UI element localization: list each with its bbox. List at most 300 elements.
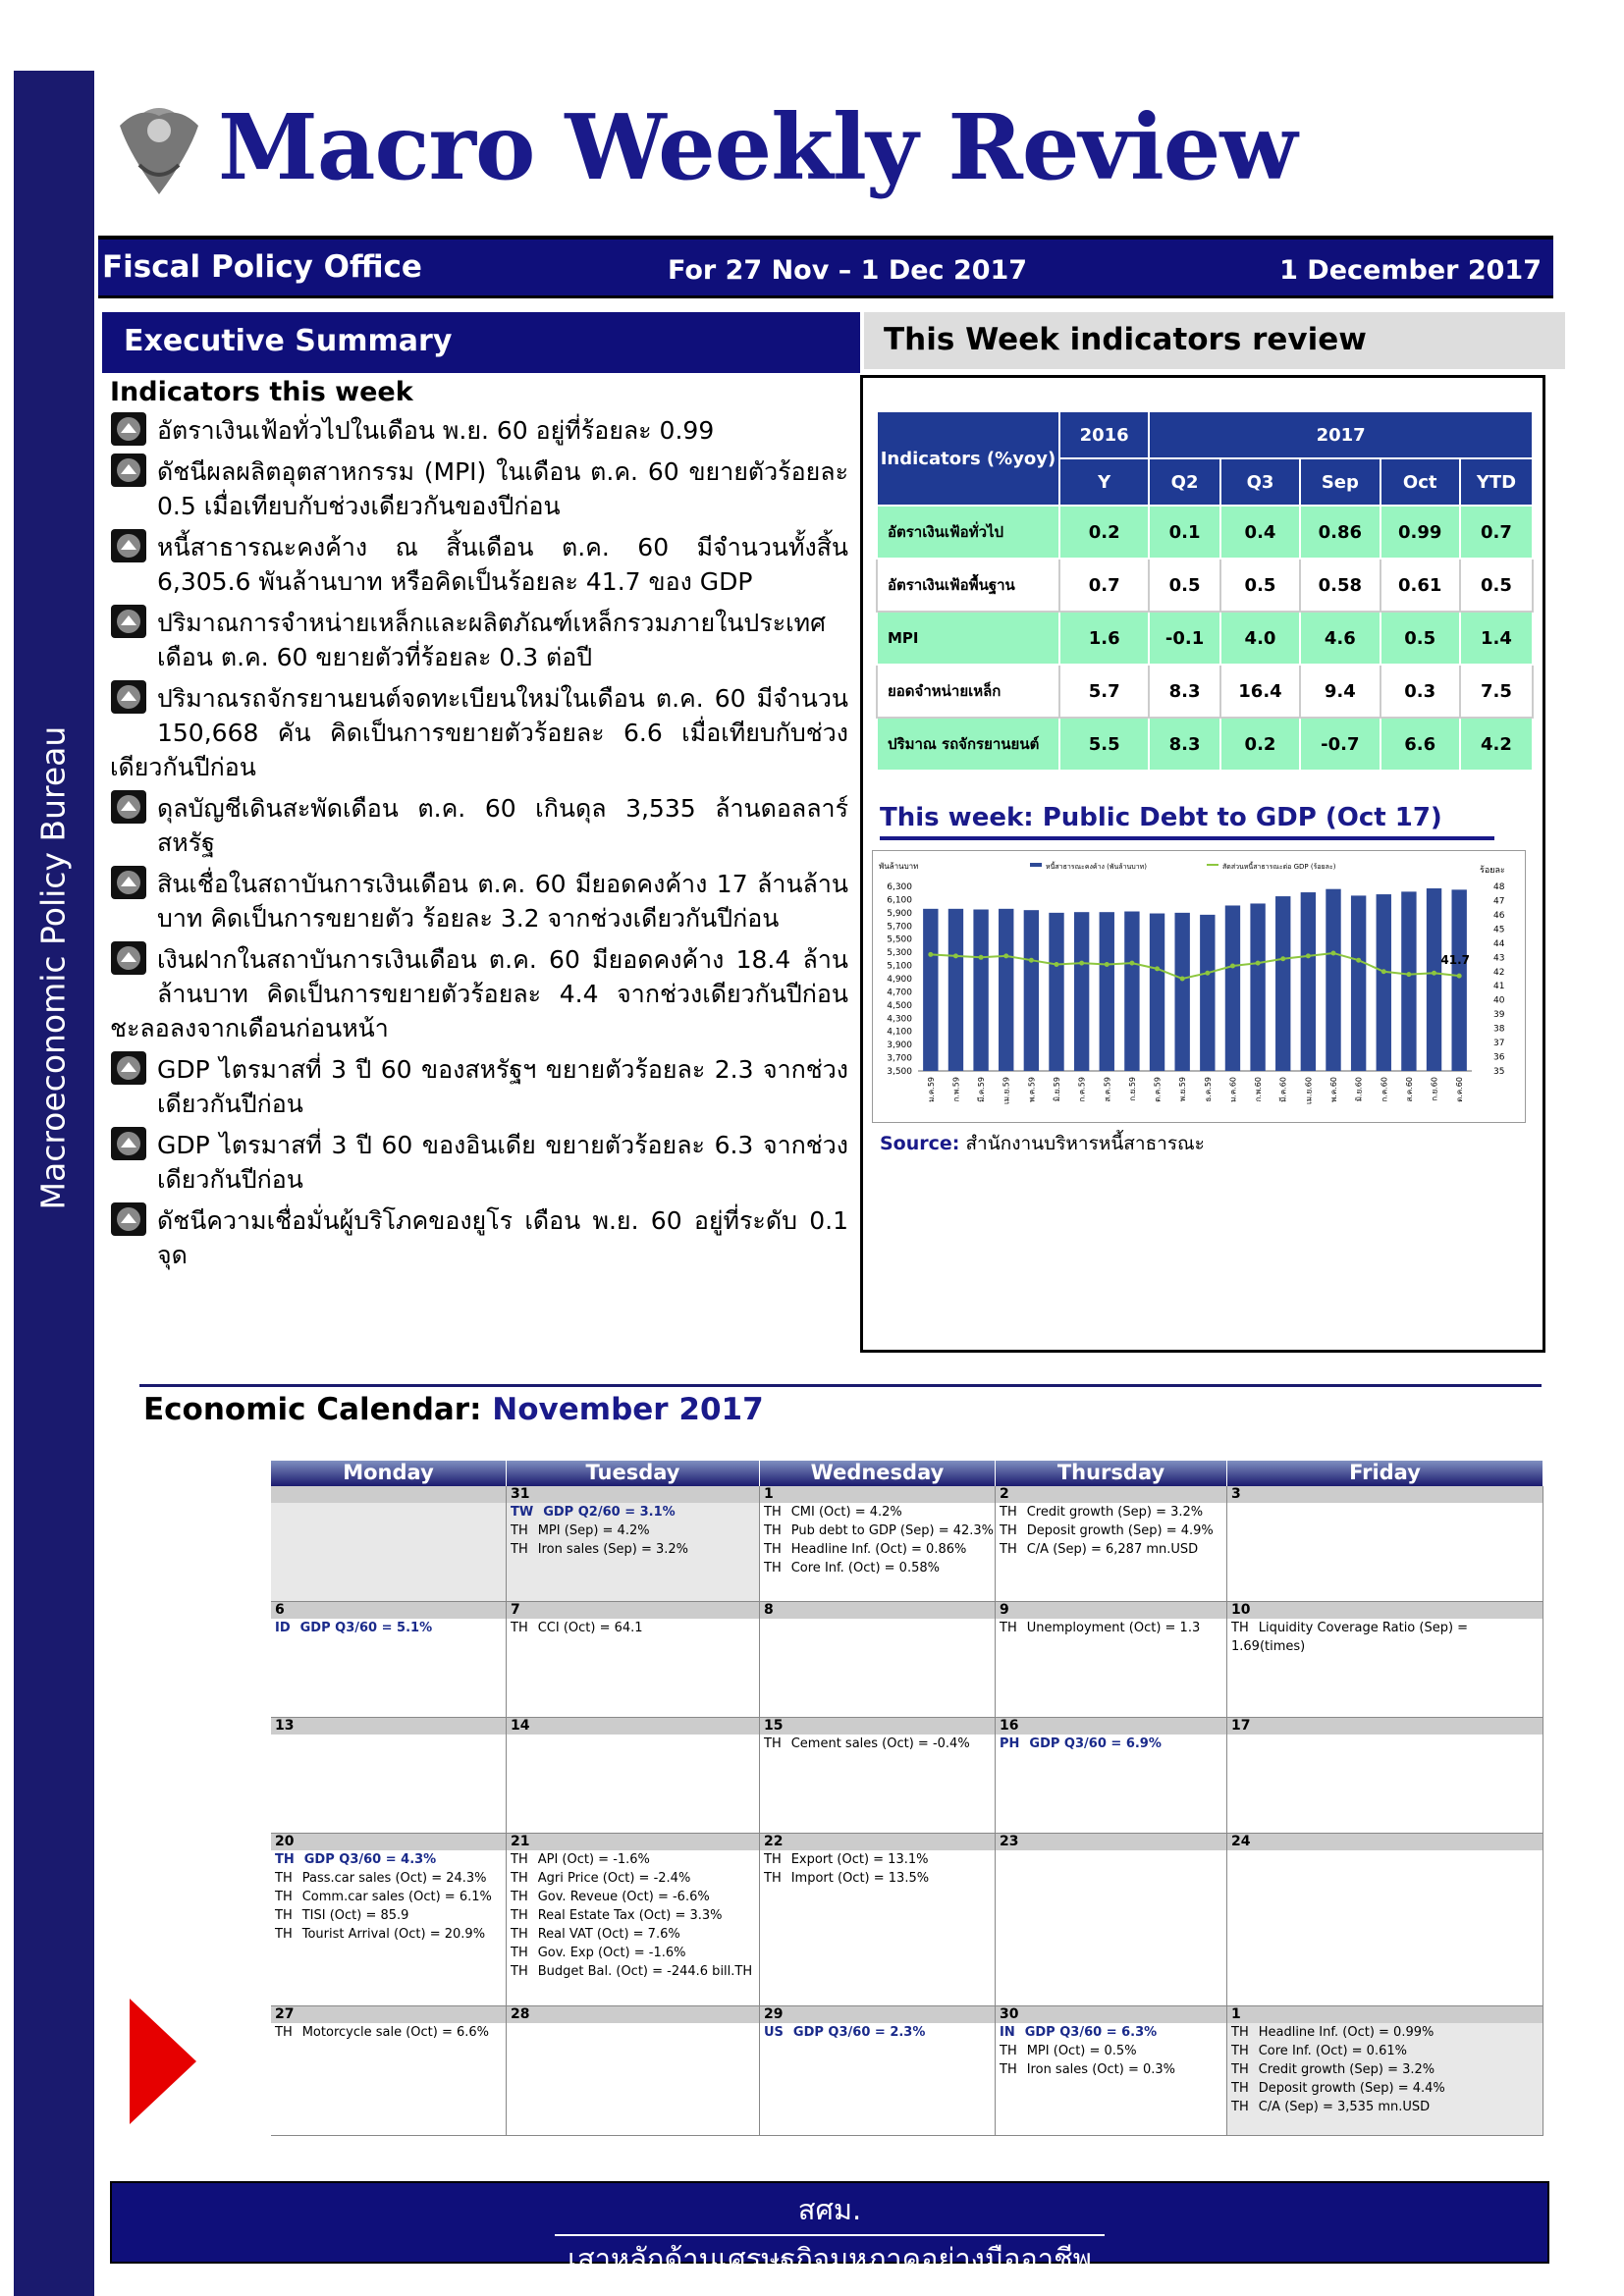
debt-chart xyxy=(872,850,1526,1123)
x-tick-label: มี.ค.59 xyxy=(977,1077,987,1102)
y-tick-label: 6,100 xyxy=(887,895,912,906)
event-text: Comm.car sales (Oct) = 6.1% xyxy=(301,1890,492,1904)
event-text: Liquidity Coverage Ratio (Sep) = 1.69(times) xyxy=(1231,1621,1469,1654)
table-col-header: Y xyxy=(1059,458,1149,506)
calendar-cell xyxy=(996,1834,1227,2005)
chart-point xyxy=(1205,971,1210,976)
table-cell: 1.6 xyxy=(1059,612,1149,665)
calendar-date: 22 xyxy=(760,1834,995,1850)
event-text: Credit growth (Sep) = 3.2% xyxy=(1258,2062,1435,2077)
sidebar-label: Macroeconomic Policy Bureau xyxy=(33,725,73,1210)
economic-calendar xyxy=(271,1461,1543,2136)
calendar-event xyxy=(1000,2023,1226,2042)
indicator-text: ดัชนีผลผลิตอุตสาหกรรม (MPI) ในเดือน ต.ค. 60 ขยายตัวร้อยละ 0.5 เมื่อเทียบกับช่วงเดียวกันของปีก่อน xyxy=(157,457,848,520)
x-tick-label: ก.ย.60 xyxy=(1430,1077,1439,1101)
x-tick-label: ต.ค.60 xyxy=(1455,1077,1465,1102)
event-text: GDP Q3/60 = 4.3% xyxy=(303,1852,437,1867)
arrow-up-icon xyxy=(110,1201,147,1237)
country-code: TH xyxy=(511,1908,528,1923)
chart-bar xyxy=(1250,903,1265,1071)
chart-bar xyxy=(1024,910,1039,1071)
calendar-event xyxy=(1000,1540,1226,1559)
indicators-table xyxy=(876,410,1534,772)
calendar-cell xyxy=(507,1834,760,2005)
country-code: TH xyxy=(764,1852,782,1867)
country-code: TH xyxy=(275,1908,293,1923)
event-text: Budget Bal. (Oct) = -244.6 bill.TH xyxy=(537,1964,753,1979)
event-text: Gov. Exp (Oct) = -1.6% xyxy=(537,1946,686,1960)
country-code: TH xyxy=(511,1871,528,1886)
source-text: สำนักงานบริหารหนี้สาธารณะ xyxy=(965,1133,1205,1154)
country-code: TH xyxy=(764,1561,782,1575)
calendar-date: 20 xyxy=(271,1834,506,1850)
x-tick-label: ธ.ค.59 xyxy=(1203,1077,1213,1102)
calendar-cell xyxy=(760,1834,996,2005)
office-name: Fiscal Policy Office xyxy=(102,249,422,285)
event-text: TISI (Oct) = 85.9 xyxy=(301,1908,409,1923)
chart-bar xyxy=(1275,896,1290,1071)
table-cell: 7.5 xyxy=(1460,665,1533,718)
x-tick-label: พ.ย.59 xyxy=(1178,1077,1188,1102)
row-label: ยอดจำหน่ายเหล็ก xyxy=(877,665,1059,718)
country-code: TH xyxy=(1231,2062,1249,2077)
y2-tick-label: 39 xyxy=(1493,1010,1505,1021)
header-bar xyxy=(98,236,1553,298)
calendar-event xyxy=(275,1850,506,1869)
calendar-date: 1 xyxy=(760,1486,995,1503)
chart-point xyxy=(1029,958,1034,963)
calendar-date xyxy=(271,1486,506,1503)
arrow-up-icon xyxy=(110,528,147,563)
arrow-up-icon xyxy=(110,604,147,639)
calendar-event xyxy=(764,1540,995,1559)
y-tick-label: 4,300 xyxy=(887,1014,912,1025)
country-code: TH xyxy=(1000,1523,1017,1538)
indicator-text: GDP ไตรมาสที่ 3 ปี 60 ของสหรัฐฯ ขยายตัวร้อยละ 2.3 จากช่วงเดียวกันปีก่อน xyxy=(157,1055,848,1118)
calendar-cell xyxy=(271,1602,507,1717)
calendar-event xyxy=(764,2023,995,2042)
country-code: TH xyxy=(511,1542,528,1557)
country-code: TH xyxy=(1000,1505,1017,1520)
country-code: TH xyxy=(511,1927,528,1942)
chart-point xyxy=(1457,974,1462,979)
calendar-week xyxy=(271,1602,1543,1718)
arrow-up-icon xyxy=(110,865,147,900)
y2-axis-label: ร้อยละ xyxy=(1480,866,1505,876)
calendar-event xyxy=(511,1522,759,1540)
table-head-2017: 2017 xyxy=(1149,411,1533,458)
y-tick-label: 5,300 xyxy=(887,948,912,959)
country-code: TH xyxy=(1231,1621,1249,1635)
indicator-text: อัตราเงินเฟ้อทั่วไปในเดือน พ.ย. 60 อยู่ที่ร้อยละ 0.99 xyxy=(157,416,715,445)
country-code: TH xyxy=(511,1621,528,1635)
event-text: API (Oct) = -1.6% xyxy=(537,1852,650,1867)
exec-summary-heading: Executive Summary xyxy=(102,312,860,373)
event-text: GDP Q3/60 = 2.3% xyxy=(792,2025,926,2040)
calendar-week xyxy=(271,1486,1543,1602)
indicator-item xyxy=(110,530,848,599)
table-cell: 0.2 xyxy=(1059,506,1149,559)
calendar-date: 13 xyxy=(271,1718,506,1735)
calendar-date: 6 xyxy=(271,1602,506,1619)
chart-bar xyxy=(1401,891,1416,1071)
y2-tick-label: 46 xyxy=(1493,910,1505,921)
country-code: TH xyxy=(511,1523,528,1538)
calendar-day-header: Monday xyxy=(271,1461,507,1486)
calendar-title-label: Economic Calendar: xyxy=(143,1392,482,1427)
indicator-item xyxy=(110,413,848,448)
calendar-event xyxy=(275,1869,506,1888)
country-code: TH xyxy=(764,1523,782,1538)
x-tick-label: ก.พ.60 xyxy=(1254,1077,1264,1102)
table-head-2016: 2016 xyxy=(1059,411,1149,458)
table-cell: 0.5 xyxy=(1220,559,1300,612)
issue-date: 1 December 2017 xyxy=(1279,255,1542,286)
event-text: CMI (Oct) = 4.2% xyxy=(790,1505,902,1520)
calendar-header xyxy=(271,1461,1543,1486)
row-label: อัตราเงินเฟ้อพื้นฐาน xyxy=(877,559,1059,612)
chart-bar xyxy=(973,910,988,1072)
calendar-cell xyxy=(1227,2006,1543,2135)
calendar-event xyxy=(1000,1503,1226,1522)
calendar-event xyxy=(1231,2060,1543,2079)
country-code: TH xyxy=(275,1871,293,1886)
chart-point xyxy=(1155,966,1160,971)
chart-source xyxy=(880,1129,1205,1158)
calendar-event xyxy=(1000,2060,1226,2079)
calendar-event xyxy=(1231,2023,1543,2042)
indicator-text: GDP ไตรมาสที่ 3 ปี 60 ของอินเดีย ขยายตัวร้อยละ 6.3 จากช่วงเดียวกันปีก่อน xyxy=(157,1131,848,1194)
chart-point xyxy=(1381,969,1386,974)
calendar-event xyxy=(1000,1522,1226,1540)
country-code: TH xyxy=(275,1890,293,1904)
chart-point xyxy=(1406,972,1411,977)
country-code: TH xyxy=(275,1927,293,1942)
y-tick-label: 4,500 xyxy=(887,1000,912,1011)
table-cell: -0.7 xyxy=(1300,718,1380,771)
table-cell: 0.2 xyxy=(1220,718,1300,771)
y-tick-label: 5,100 xyxy=(887,961,912,972)
table-col-header: YTD xyxy=(1460,458,1533,506)
event-text: Export (Oct) = 13.1% xyxy=(790,1852,929,1867)
table-cell: 0.86 xyxy=(1300,506,1380,559)
event-text: Cement sales (Oct) = -0.4% xyxy=(790,1736,970,1751)
chart-bar xyxy=(1326,889,1340,1071)
x-tick-label: เม.ย.59 xyxy=(1001,1077,1011,1104)
indicator-item xyxy=(110,791,848,860)
chart-point xyxy=(928,952,933,957)
chart-bar xyxy=(948,909,963,1071)
calendar-event xyxy=(511,1540,759,1559)
y-axis-label: พันล้านบาท xyxy=(879,862,919,871)
chart-point xyxy=(1280,956,1285,961)
table-col-header: Oct xyxy=(1380,458,1460,506)
calendar-cell xyxy=(271,2006,507,2135)
y-tick-label: 5,500 xyxy=(887,934,912,945)
country-code: PH xyxy=(1000,1736,1020,1751)
y2-tick-label: 48 xyxy=(1493,882,1505,892)
calendar-cell xyxy=(507,1486,760,1601)
calendar-date: 8 xyxy=(760,1602,995,1619)
event-text: C/A (Sep) = 6,287 mn.USD xyxy=(1026,1542,1199,1557)
chart-bar xyxy=(1049,913,1063,1071)
calendar-day-header: Wednesday xyxy=(760,1461,996,1486)
y-tick-label: 4,100 xyxy=(887,1027,912,1038)
x-tick-label: ส.ค.60 xyxy=(1404,1077,1414,1102)
calendar-event xyxy=(1000,1619,1226,1637)
y-tick-label: 6,300 xyxy=(887,882,912,892)
calendar-date: 9 xyxy=(996,1602,1226,1619)
indicator-item xyxy=(110,1128,848,1197)
calendar-date: 31 xyxy=(507,1486,759,1503)
event-text: GDP Q3/60 = 6.9% xyxy=(1029,1736,1162,1751)
table-cell: 4.0 xyxy=(1220,612,1300,665)
calendar-month: November 2017 xyxy=(492,1392,764,1427)
arrow-up-icon xyxy=(110,1126,147,1161)
table-cell: 8.3 xyxy=(1149,665,1219,718)
red-triangle-icon xyxy=(130,1999,196,2124)
table-row xyxy=(877,718,1533,771)
event-text: Headline Inf. (Oct) = 0.99% xyxy=(1258,2025,1435,2040)
chart-bar xyxy=(1301,892,1316,1071)
calendar-date: 21 xyxy=(507,1834,759,1850)
chart-bar xyxy=(1174,913,1189,1071)
chart-point xyxy=(1331,950,1336,955)
calendar-event xyxy=(511,1888,759,1906)
indicator-text: หนี้สาธารณะคงค้าง ณ สิ้นเดือน ต.ค. 60 มีจำนวนทั้งสิ้น 6,305.6 พันล้านบาท หรือคิดเป็นร้อยละ 41.7 ของ GDP xyxy=(157,533,848,596)
chart-bar xyxy=(1377,894,1391,1071)
x-tick-label: เม.ย.60 xyxy=(1304,1077,1314,1104)
y2-tick-label: 41 xyxy=(1493,982,1505,992)
indicator-list xyxy=(110,413,848,1272)
chart-bar xyxy=(923,909,938,1071)
calendar-date: 30 xyxy=(996,2006,1226,2023)
y2-tick-label: 37 xyxy=(1493,1039,1505,1049)
indicator-text: ดุลบัญชีเดินสะพัดเดือน ต.ค. 60 เกินดุล 3,535 ล้านดอลลาร์สหรัฐ xyxy=(157,794,848,857)
legend-bar-label: หนี้สาธารณะคงค้าง (พันล้านบาท) xyxy=(1046,863,1148,871)
calendar-date: 15 xyxy=(760,1718,995,1735)
table-cell: 16.4 xyxy=(1220,665,1300,718)
event-text: Gov. Reveue (Oct) = -6.6% xyxy=(537,1890,710,1904)
event-text: Core Inf. (Oct) = 0.61% xyxy=(1258,2044,1407,2058)
calendar-event xyxy=(511,1925,759,1944)
chart-point xyxy=(979,955,984,960)
chart-bar xyxy=(1124,912,1139,1071)
x-tick-label: มิ.ย.59 xyxy=(1053,1077,1061,1102)
calendar-cell xyxy=(760,1486,996,1601)
table-cell: 0.7 xyxy=(1460,506,1533,559)
source-label: Source: xyxy=(880,1133,960,1154)
x-tick-label: ก.ย.59 xyxy=(1127,1077,1137,1101)
table-cell: 5.5 xyxy=(1059,718,1149,771)
chart-point xyxy=(953,953,958,958)
country-code: TH xyxy=(1231,2100,1249,2114)
calendar-event xyxy=(275,1888,506,1906)
calendar-event xyxy=(275,1906,506,1925)
chart-point xyxy=(1105,962,1110,967)
x-tick-label: ส.ค.59 xyxy=(1103,1077,1112,1102)
chart-bar xyxy=(1451,889,1466,1071)
calendar-title xyxy=(143,1392,764,1427)
country-code: TH xyxy=(1231,2025,1249,2040)
table-cell: 0.1 xyxy=(1149,506,1219,559)
calendar-cell xyxy=(271,1718,507,1833)
calendar-event xyxy=(275,1619,506,1637)
event-text: Real Estate Tax (Oct) = 3.3% xyxy=(537,1908,723,1923)
chart-point xyxy=(1306,953,1311,958)
calendar-event xyxy=(1000,2042,1226,2060)
y-tick-label: 4,700 xyxy=(887,988,912,998)
x-tick-label: มี.ค.60 xyxy=(1278,1077,1288,1102)
calendar-week xyxy=(271,1834,1543,2006)
event-text: GDP Q3/60 = 6.3% xyxy=(1024,2025,1158,2040)
country-code: TH xyxy=(511,1852,528,1867)
calendar-date: 24 xyxy=(1227,1834,1543,1850)
calendar-date: 2 xyxy=(996,1486,1226,1503)
chart-bar xyxy=(1225,905,1240,1071)
x-tick-label: ก.ค.59 xyxy=(1077,1077,1087,1102)
arrow-up-icon xyxy=(110,1050,147,1086)
calendar-day-header: Friday xyxy=(1227,1461,1543,1486)
calendar-week xyxy=(271,1718,1543,1834)
calendar-event xyxy=(511,1619,759,1637)
table-cell: 8.3 xyxy=(1149,718,1219,771)
x-tick-label: พ.ค.60 xyxy=(1329,1077,1338,1102)
x-tick-label: ม.ค.60 xyxy=(1228,1077,1238,1102)
y-tick-label: 3,500 xyxy=(887,1067,912,1077)
chart-bar xyxy=(1351,895,1366,1071)
legend-bar-swatch xyxy=(1030,863,1042,867)
y2-tick-label: 42 xyxy=(1493,967,1505,978)
chart-bar xyxy=(999,909,1013,1071)
calendar-cell xyxy=(1227,1718,1543,1833)
arrow-up-icon xyxy=(110,411,147,447)
y-tick-label: 5,900 xyxy=(887,908,912,919)
calendar-cell xyxy=(760,2006,996,2135)
event-text: Motorcycle sale (Oct) = 6.6% xyxy=(301,2025,490,2040)
calendar-event xyxy=(511,1503,759,1522)
period: For 27 Nov – 1 Dec 2017 xyxy=(668,255,1028,286)
chart-bar xyxy=(1074,912,1089,1071)
indicators-subtitle: Indicators this week xyxy=(110,377,413,407)
calendar-event xyxy=(764,1522,995,1540)
table-cell: 0.5 xyxy=(1149,559,1219,612)
indicator-text: เงินฝากในสถาบันการเงินเดือน ต.ค. 60 มียอดคงค้าง 18.4 ล้านล้านบาท คิดเป็นการขยายตัวร้อยละ 4.4 จากช่วงเดียวกันปีก่อน ชะลอลงจากเดือนก่อนหน้า xyxy=(110,945,848,1042)
y-tick-label: 5,700 xyxy=(887,922,912,933)
country-code: TH xyxy=(1000,2062,1017,2077)
calendar-date: 3 xyxy=(1227,1486,1543,1503)
y-tick-label: 3,700 xyxy=(887,1053,912,1064)
calendar-cell xyxy=(760,1602,996,1717)
calendar-cell xyxy=(271,1834,507,2005)
indicator-text: ปริมาณรถจักรยานยนต์จดทะเบียนใหม่ในเดือน ต.ค. 60 มีจำนวน 150,668 คัน คิดเป็นการขยายตัวร้อยละ 6.6 เมื่อเทียบกับช่วงเดียวกันปีก่อน xyxy=(110,684,848,781)
event-text: Real VAT (Oct) = 7.6% xyxy=(537,1927,680,1942)
calendar-date: 29 xyxy=(760,2006,995,2023)
calendar-event xyxy=(511,1906,759,1925)
page-title: Macro Weekly Review xyxy=(218,94,1297,200)
calendar-cell xyxy=(271,1486,507,1601)
event-text: Unemployment (Oct) = 1.3 xyxy=(1026,1621,1201,1635)
event-text: Pub debt to GDP (Sep) = 42.3% xyxy=(790,1523,995,1538)
country-code: TH xyxy=(275,2025,293,2040)
calendar-event xyxy=(511,1869,759,1888)
indicator-item xyxy=(110,454,848,523)
table-col-header: Sep xyxy=(1300,458,1380,506)
table-col-header: Q2 xyxy=(1149,458,1219,506)
calendar-cell xyxy=(507,1718,760,1833)
review-heading: This Week indicators review xyxy=(864,312,1565,369)
country-code: TH xyxy=(764,1542,782,1557)
table-cell: 4.2 xyxy=(1460,718,1533,771)
chart-point xyxy=(1256,961,1261,966)
table-cell: 5.7 xyxy=(1059,665,1149,718)
table-cell: 6.6 xyxy=(1380,718,1460,771)
table-cell: 0.4 xyxy=(1220,506,1300,559)
x-tick-label: มิ.ย.60 xyxy=(1354,1077,1364,1102)
y2-tick-label: 43 xyxy=(1493,953,1505,964)
calendar-event xyxy=(764,1850,995,1869)
country-code: TH xyxy=(1000,2044,1017,2058)
calendar-event xyxy=(1231,2042,1543,2060)
calendar-date: 17 xyxy=(1227,1718,1543,1735)
calendar-event xyxy=(764,1559,995,1577)
indicator-item xyxy=(110,606,848,674)
calendar-date: 27 xyxy=(271,2006,506,2023)
table-row xyxy=(877,612,1533,665)
calendar-cell xyxy=(996,1486,1227,1601)
calendar-date: 10 xyxy=(1227,1602,1543,1619)
footer-abbr: สศม. xyxy=(555,2187,1105,2236)
calendar-event xyxy=(1000,1735,1226,1753)
y2-tick-label: 47 xyxy=(1493,896,1505,907)
event-text: Core Inf. (Oct) = 0.58% xyxy=(790,1561,940,1575)
event-text: Pass.car sales (Oct) = 24.3% xyxy=(301,1871,487,1886)
table-cell: 0.99 xyxy=(1380,506,1460,559)
calendar-cell xyxy=(760,1718,996,1833)
calendar-cell xyxy=(996,1718,1227,1833)
event-text: Import (Oct) = 13.5% xyxy=(790,1871,930,1886)
country-code: TH xyxy=(764,1871,782,1886)
calendar-divider xyxy=(139,1384,1542,1387)
country-code: TH xyxy=(1000,1542,1017,1557)
event-text: CCI (Oct) = 64.1 xyxy=(537,1621,643,1635)
indicator-text: ดัชนีความเชื่อมั่นผู้บริโภคของยูโร เดือน พ.ย. 60 อยู่ที่ระดับ 0.1 จุด xyxy=(157,1206,848,1269)
country-code: TH xyxy=(1000,1621,1017,1635)
arrow-up-icon xyxy=(110,940,147,976)
arrow-up-icon xyxy=(110,789,147,825)
debt-chart-svg xyxy=(873,851,1527,1124)
footer-motto: เสาหลักด้านเศรษฐกิจมหภาคอย่างมืออาชีพ xyxy=(568,2242,1092,2275)
calendar-cell xyxy=(996,2006,1227,2135)
event-text: Headline Inf. (Oct) = 0.86% xyxy=(790,1542,967,1557)
indicator-item xyxy=(110,1052,848,1121)
chart-title: This week: Public Debt to GDP (Oct 17) xyxy=(880,803,1494,840)
table-cell: 0.58 xyxy=(1300,559,1380,612)
y2-tick-label: 36 xyxy=(1493,1052,1505,1063)
y2-tick-label: 40 xyxy=(1493,995,1505,1006)
country-code: TW xyxy=(511,1505,534,1520)
calendar-event xyxy=(1231,2079,1543,2098)
country-code: TH xyxy=(511,1964,528,1979)
table-cell: 0.7 xyxy=(1059,559,1149,612)
calendar-event xyxy=(275,1925,506,1944)
calendar-event xyxy=(1231,1619,1543,1656)
calendar-body xyxy=(271,1486,1543,2136)
chart-point xyxy=(1129,961,1134,966)
arrow-up-icon xyxy=(110,453,147,488)
calendar-cell xyxy=(1227,1486,1543,1601)
event-text: GDP Q2/60 = 3.1% xyxy=(543,1505,676,1520)
